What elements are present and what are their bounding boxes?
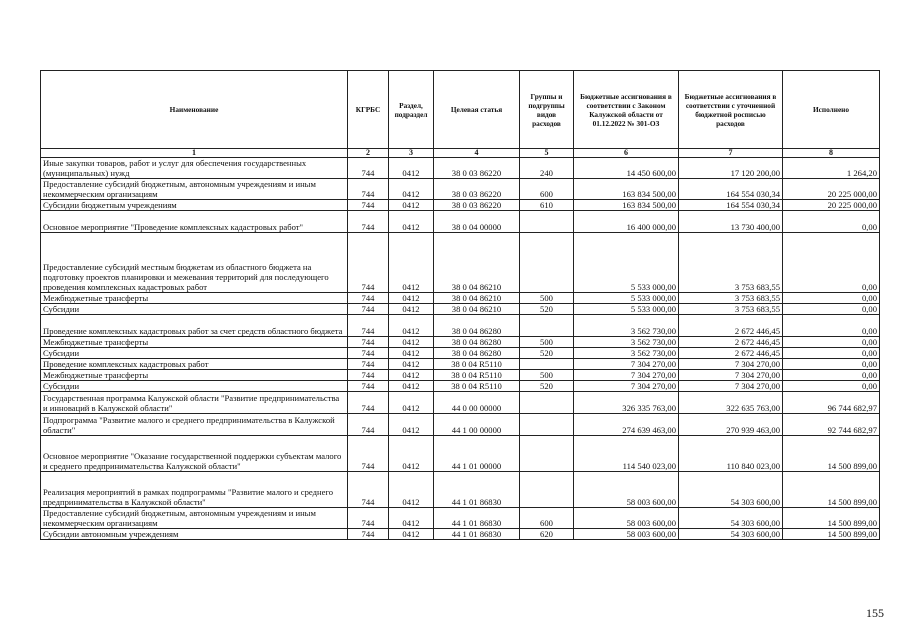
- table-row: [41, 472, 880, 508]
- header-name: Наименование: [41, 71, 348, 149]
- row-expense-type: 500: [520, 293, 574, 304]
- row-law-allocation: 326 335 763,00: [574, 392, 679, 414]
- row-expense-type: [520, 414, 574, 436]
- row-law-allocation: 7 304 270,00: [574, 381, 679, 392]
- row-executed: 0,00: [783, 315, 880, 337]
- row-name: Межбюджетные трансферты: [41, 337, 348, 348]
- table-row: [41, 158, 880, 179]
- row-refined-allocation: 2 672 446,45: [679, 315, 783, 337]
- row-kgrbs: 744: [348, 315, 389, 337]
- table-row: [41, 211, 880, 233]
- row-refined-allocation: 7 304 270,00: [679, 370, 783, 381]
- row-kgrbs: 744: [348, 529, 389, 540]
- table-row: [41, 337, 880, 348]
- row-target-article: 38 0 03 86220: [434, 200, 520, 211]
- row-expense-type: [520, 392, 574, 414]
- row-section: 0412: [389, 233, 434, 293]
- row-kgrbs: 744: [348, 211, 389, 233]
- table-row: [41, 529, 880, 540]
- row-expense-type: [520, 233, 574, 293]
- row-target-article: 44 1 01 00000: [434, 436, 520, 472]
- row-executed: 20 225 000,00: [783, 200, 880, 211]
- row-name: Предоставление субсидий бюджетным, автономным учреждениям и иным некоммерческим организациям: [41, 508, 348, 529]
- row-expense-type: [520, 359, 574, 370]
- row-target-article: 38 0 04 86280: [434, 337, 520, 348]
- row-refined-allocation: 54 303 600,00: [679, 508, 783, 529]
- row-kgrbs: 744: [348, 359, 389, 370]
- budget-table: [40, 70, 880, 540]
- column-number: 8: [783, 149, 880, 158]
- row-law-allocation: 3 562 730,00: [574, 337, 679, 348]
- row-expense-type: [520, 436, 574, 472]
- column-number: 2: [348, 149, 389, 158]
- row-name: Субсидии: [41, 381, 348, 392]
- row-target-article: 38 0 04 86280: [434, 348, 520, 359]
- row-section: 0412: [389, 370, 434, 381]
- row-expense-type: 500: [520, 370, 574, 381]
- column-number: 1: [41, 149, 348, 158]
- row-name: Основное мероприятие "Оказание государственной поддержки субъектам малого и среднего предпринимательства Калужской области": [41, 436, 348, 472]
- row-expense-type: 520: [520, 381, 574, 392]
- column-number-row: [41, 149, 880, 158]
- row-name: Субсидии бюджетным учреждениям: [41, 200, 348, 211]
- row-name: Субсидии: [41, 348, 348, 359]
- row-kgrbs: 744: [348, 293, 389, 304]
- row-section: 0412: [389, 179, 434, 200]
- row-target-article: 38 0 03 86220: [434, 179, 520, 200]
- row-kgrbs: 744: [348, 370, 389, 381]
- row-expense-type: 600: [520, 179, 574, 200]
- table-row: [41, 315, 880, 337]
- row-law-allocation: 114 540 023,00: [574, 436, 679, 472]
- column-number: 5: [520, 149, 574, 158]
- row-name: Предоставление субсидий местным бюджетам из областного бюджета на подготовку проектов планировки и межевания территорий для последующего проведения комплексных кадастровых работ: [41, 233, 348, 293]
- row-refined-allocation: 54 303 600,00: [679, 472, 783, 508]
- header-expense-groups: Группы и подгруппы видов расходов: [520, 71, 574, 149]
- row-executed: 0,00: [783, 381, 880, 392]
- row-executed: 20 225 000,00: [783, 179, 880, 200]
- row-section: 0412: [389, 211, 434, 233]
- row-expense-type: 610: [520, 200, 574, 211]
- row-section: 0412: [389, 304, 434, 315]
- header-target-article: Целевая статья: [434, 71, 520, 149]
- row-executed: 0,00: [783, 359, 880, 370]
- table-body: [41, 158, 880, 540]
- row-law-allocation: 58 003 600,00: [574, 508, 679, 529]
- table-row: [41, 293, 880, 304]
- row-kgrbs: 744: [348, 392, 389, 414]
- row-name: Межбюджетные трансферты: [41, 293, 348, 304]
- row-target-article: 38 0 04 R5110: [434, 359, 520, 370]
- table-row: [41, 436, 880, 472]
- row-target-article: 38 0 04 86280: [434, 315, 520, 337]
- row-expense-type: 500: [520, 337, 574, 348]
- row-name: Иные закупки товаров, работ и услуг для обеспечения государственных (муниципальных) нужд: [41, 158, 348, 179]
- row-law-allocation: 58 003 600,00: [574, 472, 679, 508]
- row-expense-type: 600: [520, 508, 574, 529]
- page-number: 155: [866, 606, 884, 620]
- table-row: [41, 179, 880, 200]
- row-executed: 92 744 682,97: [783, 414, 880, 436]
- row-target-article: 44 1 01 86830: [434, 529, 520, 540]
- row-name: Субсидии автономным учреждениям: [41, 529, 348, 540]
- row-section: 0412: [389, 508, 434, 529]
- row-refined-allocation: 7 304 270,00: [679, 359, 783, 370]
- row-expense-type: 520: [520, 304, 574, 315]
- row-executed: 14 500 899,00: [783, 529, 880, 540]
- row-executed: 0,00: [783, 337, 880, 348]
- column-number: 6: [574, 149, 679, 158]
- row-law-allocation: 163 834 500,00: [574, 200, 679, 211]
- table-row: [41, 200, 880, 211]
- row-kgrbs: 744: [348, 348, 389, 359]
- row-name: Проведение комплексных кадастровых работ: [41, 359, 348, 370]
- row-expense-type: [520, 315, 574, 337]
- row-kgrbs: 744: [348, 508, 389, 529]
- header-executed: Исполнено: [783, 71, 880, 149]
- row-refined-allocation: 164 554 030,34: [679, 179, 783, 200]
- table-row: [41, 392, 880, 414]
- row-target-article: 38 0 03 86220: [434, 158, 520, 179]
- row-expense-type: 520: [520, 348, 574, 359]
- table-row: [41, 304, 880, 315]
- header-refined-allocations: Бюджетные ассигнования в соответствии с уточненной бюджетной росписью расходов: [679, 71, 783, 149]
- row-target-article: 38 0 04 R5110: [434, 381, 520, 392]
- row-name: Предоставление субсидий бюджетным, автономным учреждениям и иным некоммерческим организациям: [41, 179, 348, 200]
- row-section: 0412: [389, 359, 434, 370]
- row-executed: 14 500 899,00: [783, 436, 880, 472]
- row-expense-type: [520, 211, 574, 233]
- row-section: 0412: [389, 348, 434, 359]
- row-kgrbs: 744: [348, 414, 389, 436]
- row-law-allocation: 16 400 000,00: [574, 211, 679, 233]
- row-law-allocation: 7 304 270,00: [574, 359, 679, 370]
- row-kgrbs: 744: [348, 472, 389, 508]
- table-row: [41, 348, 880, 359]
- row-target-article: 38 0 04 00000: [434, 211, 520, 233]
- row-name: Реализация мероприятий в рамках подпрограммы "Развитие малого и среднего предпринимательства в Калужской области": [41, 472, 348, 508]
- row-section: 0412: [389, 529, 434, 540]
- row-refined-allocation: 164 554 030,34: [679, 200, 783, 211]
- row-name: Субсидии: [41, 304, 348, 315]
- row-refined-allocation: 7 304 270,00: [679, 381, 783, 392]
- row-refined-allocation: 17 120 200,00: [679, 158, 783, 179]
- row-law-allocation: 5 533 000,00: [574, 233, 679, 293]
- row-refined-allocation: 3 753 683,55: [679, 293, 783, 304]
- row-refined-allocation: 2 672 446,45: [679, 337, 783, 348]
- row-name: Межбюджетные трансферты: [41, 370, 348, 381]
- row-target-article: 44 1 01 86830: [434, 508, 520, 529]
- row-target-article: 38 0 04 86210: [434, 233, 520, 293]
- header-law-allocations: Бюджетные ассигнования в соответствии с Законом Калужской области от 01.12.2022 № 301-ОЗ: [574, 71, 679, 149]
- row-name: Подпрограмма "Развитие малого и среднего предпринимательства в Калужской области": [41, 414, 348, 436]
- row-kgrbs: 744: [348, 304, 389, 315]
- row-executed: 1 264,20: [783, 158, 880, 179]
- header-row: [41, 71, 880, 149]
- row-target-article: 38 0 04 86210: [434, 304, 520, 315]
- row-refined-allocation: 322 635 763,00: [679, 392, 783, 414]
- row-executed: 0,00: [783, 211, 880, 233]
- row-section: 0412: [389, 414, 434, 436]
- column-number: 7: [679, 149, 783, 158]
- row-executed: 0,00: [783, 348, 880, 359]
- row-executed: 14 500 899,00: [783, 508, 880, 529]
- row-kgrbs: 744: [348, 436, 389, 472]
- row-section: 0412: [389, 472, 434, 508]
- row-section: 0412: [389, 381, 434, 392]
- row-executed: 0,00: [783, 370, 880, 381]
- row-refined-allocation: 270 939 463,00: [679, 414, 783, 436]
- table-row: [41, 381, 880, 392]
- row-executed: 14 500 899,00: [783, 472, 880, 508]
- row-target-article: 38 0 04 86210: [434, 293, 520, 304]
- table-row: [41, 508, 880, 529]
- row-section: 0412: [389, 436, 434, 472]
- row-refined-allocation: 3 753 683,55: [679, 304, 783, 315]
- column-number: 4: [434, 149, 520, 158]
- row-section: 0412: [389, 158, 434, 179]
- row-kgrbs: 744: [348, 381, 389, 392]
- row-kgrbs: 744: [348, 200, 389, 211]
- row-kgrbs: 744: [348, 158, 389, 179]
- row-target-article: 44 0 00 00000: [434, 392, 520, 414]
- column-number: 3: [389, 149, 434, 158]
- row-name: Основное мероприятие "Проведение комплексных кадастровых работ": [41, 211, 348, 233]
- row-refined-allocation: 2 672 446,45: [679, 348, 783, 359]
- row-target-article: 44 1 01 86830: [434, 472, 520, 508]
- row-section: 0412: [389, 200, 434, 211]
- row-law-allocation: 58 003 600,00: [574, 529, 679, 540]
- row-law-allocation: 7 304 270,00: [574, 370, 679, 381]
- header-section: Раздел, подраздел: [389, 71, 434, 149]
- row-expense-type: 620: [520, 529, 574, 540]
- table-row: [41, 370, 880, 381]
- row-expense-type: 240: [520, 158, 574, 179]
- row-target-article: 44 1 00 00000: [434, 414, 520, 436]
- row-expense-type: [520, 472, 574, 508]
- table-row: [41, 414, 880, 436]
- row-section: 0412: [389, 392, 434, 414]
- row-name: Государственная программа Калужской области "Развитие предпринимательства и инноваций в Калужской области": [41, 392, 348, 414]
- row-kgrbs: 744: [348, 337, 389, 348]
- row-law-allocation: 14 450 600,00: [574, 158, 679, 179]
- table-row: [41, 233, 880, 293]
- row-kgrbs: 744: [348, 179, 389, 200]
- row-executed: 0,00: [783, 293, 880, 304]
- row-law-allocation: 3 562 730,00: [574, 348, 679, 359]
- row-law-allocation: 5 533 000,00: [574, 304, 679, 315]
- row-executed: 0,00: [783, 233, 880, 293]
- row-law-allocation: 3 562 730,00: [574, 315, 679, 337]
- row-section: 0412: [389, 315, 434, 337]
- row-section: 0412: [389, 293, 434, 304]
- row-target-article: 38 0 04 R5110: [434, 370, 520, 381]
- row-kgrbs: 744: [348, 233, 389, 293]
- row-law-allocation: 163 834 500,00: [574, 179, 679, 200]
- row-refined-allocation: 110 840 023,00: [679, 436, 783, 472]
- row-refined-allocation: 13 730 400,00: [679, 211, 783, 233]
- row-name: Проведение комплексных кадастровых работ за счет средств областного бюджета: [41, 315, 348, 337]
- row-refined-allocation: 54 303 600,00: [679, 529, 783, 540]
- row-refined-allocation: 3 753 683,55: [679, 233, 783, 293]
- row-executed: 0,00: [783, 304, 880, 315]
- header-kgrbs: КГРБС: [348, 71, 389, 149]
- row-law-allocation: 5 533 000,00: [574, 293, 679, 304]
- table-row: [41, 359, 880, 370]
- row-law-allocation: 274 639 463,00: [574, 414, 679, 436]
- row-executed: 96 744 682,97: [783, 392, 880, 414]
- row-section: 0412: [389, 337, 434, 348]
